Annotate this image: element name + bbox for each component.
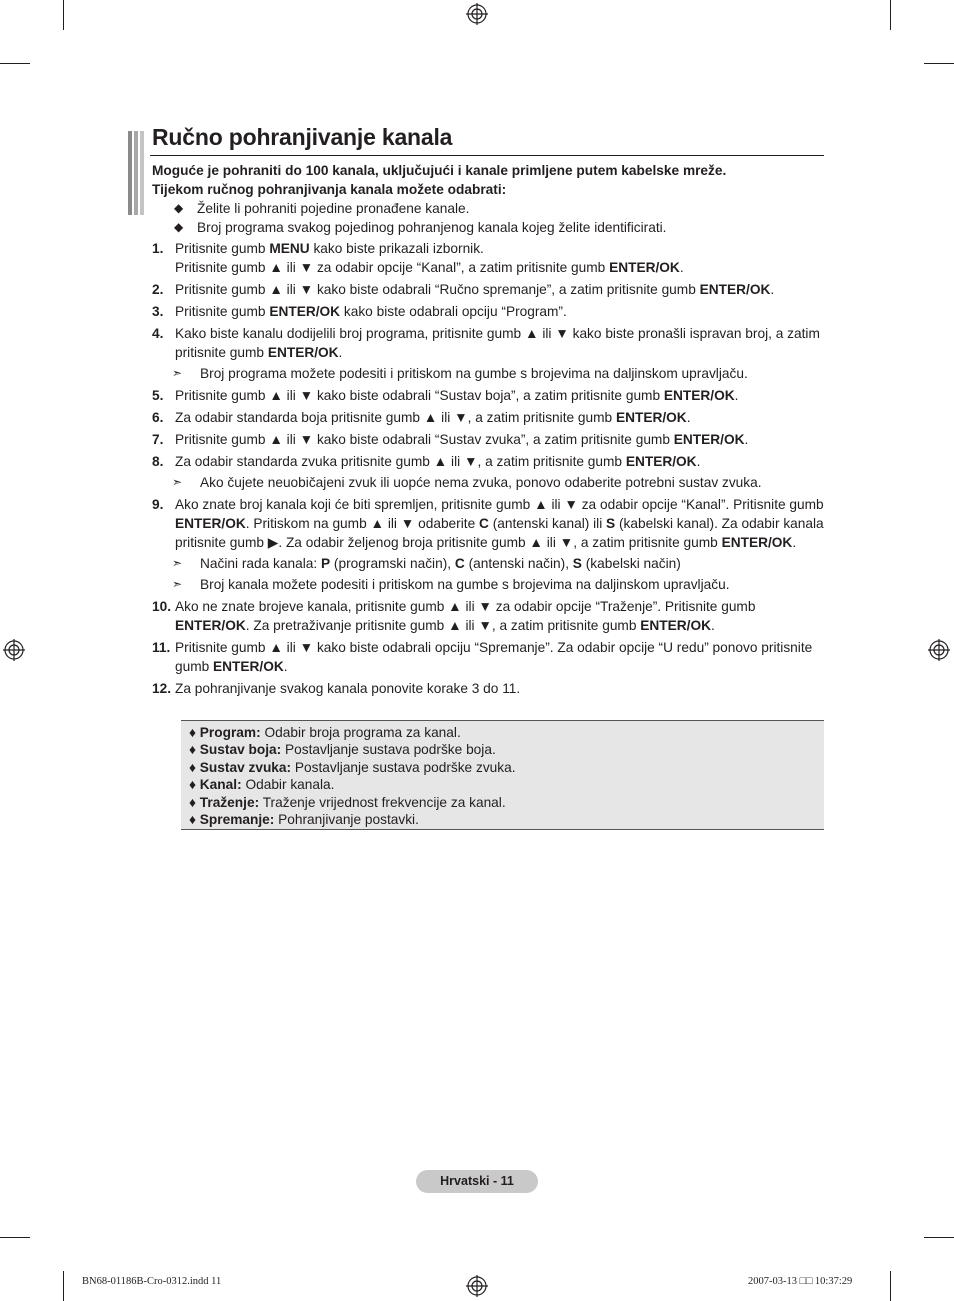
step-number: 9. bbox=[152, 497, 164, 512]
step-number: 1. bbox=[152, 241, 164, 256]
glossary-item: ♦ Sustav boja: Postavljanje sustava podrške boja. bbox=[189, 742, 496, 758]
crop-mark bbox=[924, 1237, 954, 1238]
step-note: ➣ Načini rada kanala: P (programski način), C (antenski način), S (kabelski način) bbox=[172, 556, 681, 571]
step-item: 12. Za pohranjivanje svakog kanala ponovite korake 3 do 11. bbox=[152, 681, 521, 696]
glossary-item: ♦ Sustav zvuka: Postavljanje sustava podrške zvuka. bbox=[189, 759, 516, 775]
diamond-bullet-icon: ♦ bbox=[189, 812, 200, 828]
intro-line: Tijekom ručnog pohranjivanja kanala možete odabrati: bbox=[152, 182, 507, 197]
step-number: 4. bbox=[152, 326, 164, 341]
step-item: 11. Pritisnite gumb ▲ ili ▼ kako biste odabrali opciju “Spremanje”. Za odabir opcije “U redu” ponovo pritisnite gumb ENTER/OK. bbox=[152, 640, 813, 674]
intro-bullet: ◆ Broj programa svakog pojedinog pohranjenog kanala kojeg želite identificirati. bbox=[174, 220, 667, 235]
crop-mark bbox=[0, 63, 30, 64]
glossary-item: ♦ Traženje: Traženje vrijednost frekvencije za kanal. bbox=[189, 794, 506, 810]
step-number: 3. bbox=[152, 304, 164, 319]
step-item: 3. Pritisnite gumb ENTER/OK kako biste odabrali opciju “Program”. bbox=[152, 304, 567, 319]
step-item: 6. Za odabir standarda boja pritisnite gumb ▲ ili ▼, a zatim pritisnite gumb ENTER/OK. bbox=[152, 410, 691, 425]
crop-mark bbox=[0, 1237, 30, 1238]
step-number: 5. bbox=[152, 388, 164, 403]
crop-mark bbox=[890, 0, 891, 30]
crop-mark bbox=[924, 63, 954, 64]
intro-bullet: ◆ Želite li pohraniti pojedine pronađene kanale. bbox=[174, 201, 470, 216]
crop-mark bbox=[890, 1271, 891, 1301]
note-arrow-icon: ➣ bbox=[172, 366, 183, 380]
print-slug-date: 2007-03-13 □□ 10:37:29 bbox=[748, 1276, 853, 1287]
print-slug-file: BN68-01186B-Cro-0312.indd 11 bbox=[82, 1276, 222, 1287]
step-item: 8. Za odabir standarda zvuka pritisnite gumb ▲ ili ▼, a zatim pritisnite gumb ENTER/OK. ➣ Ako čujete neuobičajeni zvuk ili uopće nema zvuka, ponovo odaberite potrebni sustav zvuka. bbox=[152, 452, 828, 492]
registration-mark-icon bbox=[466, 1275, 488, 1297]
glossary-item: ♦ Spremanje: Pohranjivanje postavki. bbox=[189, 812, 419, 828]
crop-mark bbox=[63, 1271, 64, 1301]
page-number-badge: Hrvatski - 11 bbox=[416, 1170, 538, 1193]
step-number: 10. bbox=[152, 599, 172, 614]
step-note: ➣ Broj kanala možete podesiti i pritiskom na gumbe s brojevima na daljinskom upravljaču. bbox=[172, 577, 730, 592]
step-number: 12. bbox=[152, 681, 172, 696]
note-arrow-icon: ➣ bbox=[172, 556, 183, 570]
note-arrow-icon: ➣ bbox=[172, 475, 183, 489]
diamond-bullet-icon: ♦ bbox=[189, 725, 200, 740]
title-divider bbox=[150, 155, 824, 156]
title-accent-bar bbox=[134, 131, 138, 215]
glossary-item: ♦ Program: Odabir broja programa za kanal. bbox=[189, 725, 461, 740]
registration-mark-icon bbox=[466, 3, 488, 25]
registration-mark-icon bbox=[3, 639, 25, 661]
step-item: 4. Kako biste kanalu dodijelili broj programa, pritisnite gumb ▲ ili ▼ kako biste pronašli ispravan broj, a zatim pritisnite gumb ENTER/OK. ➣ Broj programa možete podesiti i pritiskom na gumbe s brojevima na daljinskom upravljaču. bbox=[152, 324, 828, 383]
steps-list bbox=[152, 239, 828, 701]
step-item: 2. Pritisnite gumb ▲ ili ▼ kako biste odabrali “Ručno spremanje”, a zatim pritisnite gumb ENTER/OK. bbox=[152, 282, 775, 297]
diamond-bullet-icon: ♦ bbox=[189, 759, 200, 775]
crop-mark bbox=[63, 0, 64, 30]
step-number: 11. bbox=[152, 640, 171, 655]
diamond-bullet-icon: ♦ bbox=[189, 777, 200, 793]
note-arrow-icon: ➣ bbox=[172, 577, 183, 591]
step-item: 1. Pritisnite gumb MENU kako biste prikazali izbornik. Pritisnite gumb ▲ ili ▼ za odabir opcije “Kanal”, a zatim pritisnite gumb ENTER/OK. bbox=[152, 241, 684, 275]
diamond-bullet-icon: ♦ bbox=[189, 742, 200, 758]
title-accent-bar bbox=[140, 131, 144, 215]
step-item: 9. Ako znate broj kanala koji će biti spremljen, pritisnite gumb ▲ ili ▼ za odabir opcije “Kanal”. Pritisnite gumb ENTER/OK. Pritiskom na gumb ▲ ili ▼ odaberite C (antenski kanal) ili S (kabelski kanal). Za odabir kanala pritisnite gumb ▶. Za odabir željenog broja pritisnite gumb ▲ ili ▼, a zatim pritisnite gumb ENTER/OK. ➣ Načini rada kanala: P (programski način), C (antenski način), S (kabelski način) ➣ Broj kanala možete podesiti i pritiskom na gumbe s brojevima na daljinskom upravljaču. bbox=[152, 495, 828, 594]
registration-mark-icon bbox=[928, 639, 950, 661]
step-item: 5. Pritisnite gumb ▲ ili ▼ kako biste odabrali “Sustav boja”, a zatim pritisnite gumb ENTER/OK. bbox=[152, 388, 739, 403]
step-number: 8. bbox=[152, 454, 164, 469]
title-accent-bar bbox=[128, 131, 132, 215]
step-item: 7. Pritisnite gumb ▲ ili ▼ kako biste odabrali “Sustav zvuka”, a zatim pritisnite gumb ENTER/OK. bbox=[152, 432, 749, 447]
glossary-item: ♦ Kanal: Odabir kanala. bbox=[189, 777, 335, 793]
diamond-bullet-icon: ◆ bbox=[174, 220, 184, 234]
intro-section bbox=[152, 161, 824, 237]
intro-line: Moguće je pohraniti do 100 kanala, uključujući i kanale primljene putem kabelske mreže. bbox=[152, 163, 727, 178]
step-number: 6. bbox=[152, 410, 164, 425]
step-note: ➣ Ako čujete neuobičajeni zvuk ili uopće nema zvuka, ponovo odaberite potrebni sustav zvuka. bbox=[172, 475, 762, 490]
diamond-bullet-icon: ◆ bbox=[174, 201, 184, 215]
page-title: Ručno pohranjivanje kanala bbox=[152, 124, 453, 150]
step-note: ➣ Broj programa možete podesiti i pritiskom na gumbe s brojevima na daljinskom upravljaču. bbox=[172, 366, 748, 381]
step-item: 10. Ako ne znate brojeve kanala, pritisnite gumb ▲ ili ▼ za odabir opcije “Traženje”. Pritisnite gumb ENTER/OK. Za pretraživanje pritisnite gumb ▲ ili ▼, a zatim pritisnite gumb ENTER/OK. bbox=[152, 599, 756, 633]
glossary-box bbox=[181, 720, 824, 830]
step-number: 2. bbox=[152, 282, 164, 297]
diamond-bullet-icon: ♦ bbox=[189, 794, 200, 810]
step-number: 7. bbox=[152, 432, 164, 447]
